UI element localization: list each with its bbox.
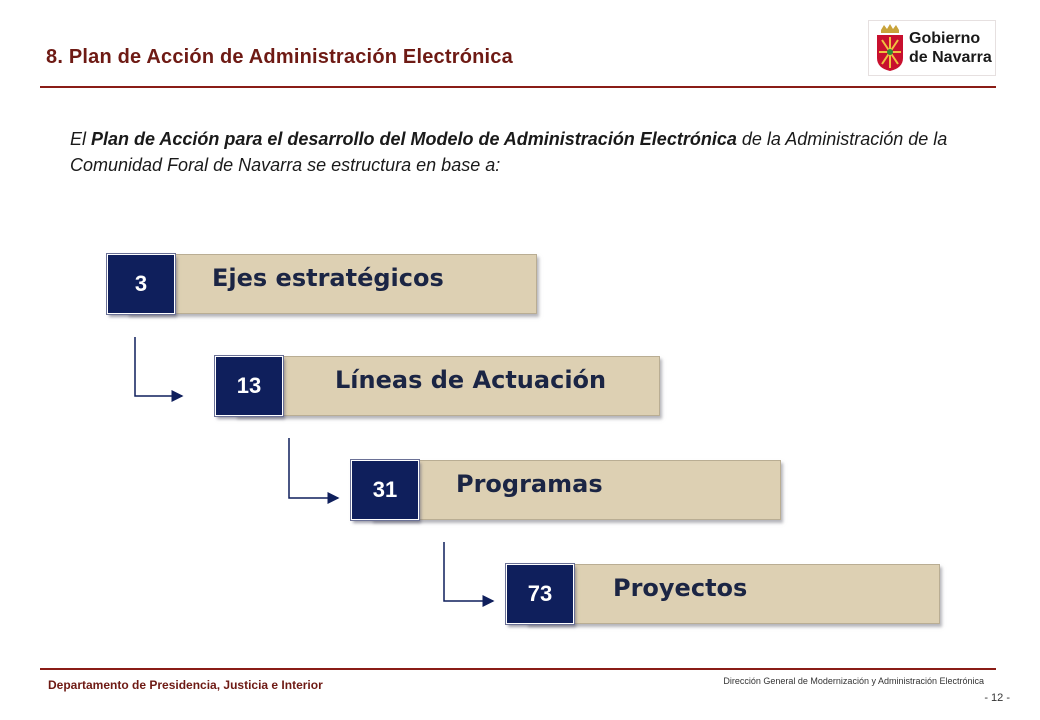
level-count-badge: 31 [351, 460, 419, 520]
footer-department: Departamento de Presidencia, Justicia e Interior [48, 678, 323, 692]
level-label: Ejes estratégicos [212, 264, 444, 292]
footer-directorate: Dirección General de Modernización y Administración Electrónica [723, 676, 984, 686]
footer-divider [40, 668, 996, 670]
level-label: Proyectos [613, 574, 748, 602]
intro-lead: El [70, 129, 92, 149]
intro-bold: Plan de Acción para el desarrollo del Modelo de Administración Electrónica [91, 129, 737, 149]
level-ejes [107, 254, 537, 314]
logo-line2: de Navarra [909, 49, 992, 66]
connector-arrow-1 [135, 337, 182, 396]
level-count-badge: 73 [506, 564, 574, 624]
level-count-badge: 3 [107, 254, 175, 314]
logo-line1: Gobierno [909, 30, 981, 47]
connector-arrow-2 [289, 438, 338, 498]
connector-arrow-3 [444, 542, 493, 601]
level-count-badge: 13 [215, 356, 283, 416]
intro-rest: de la Administración de la Comunidad Foral de Navarra se estructura en base a: [70, 129, 948, 175]
level-programas [351, 460, 781, 520]
page-number: - 12 - [984, 692, 1010, 704]
level-label: Programas [456, 470, 603, 498]
page-title: 8. Plan de Acción de Administración Electrónica [46, 46, 513, 68]
level-proyectos [506, 564, 940, 624]
level-lineas [215, 356, 660, 416]
level-label: Líneas de Actuación [335, 366, 607, 394]
